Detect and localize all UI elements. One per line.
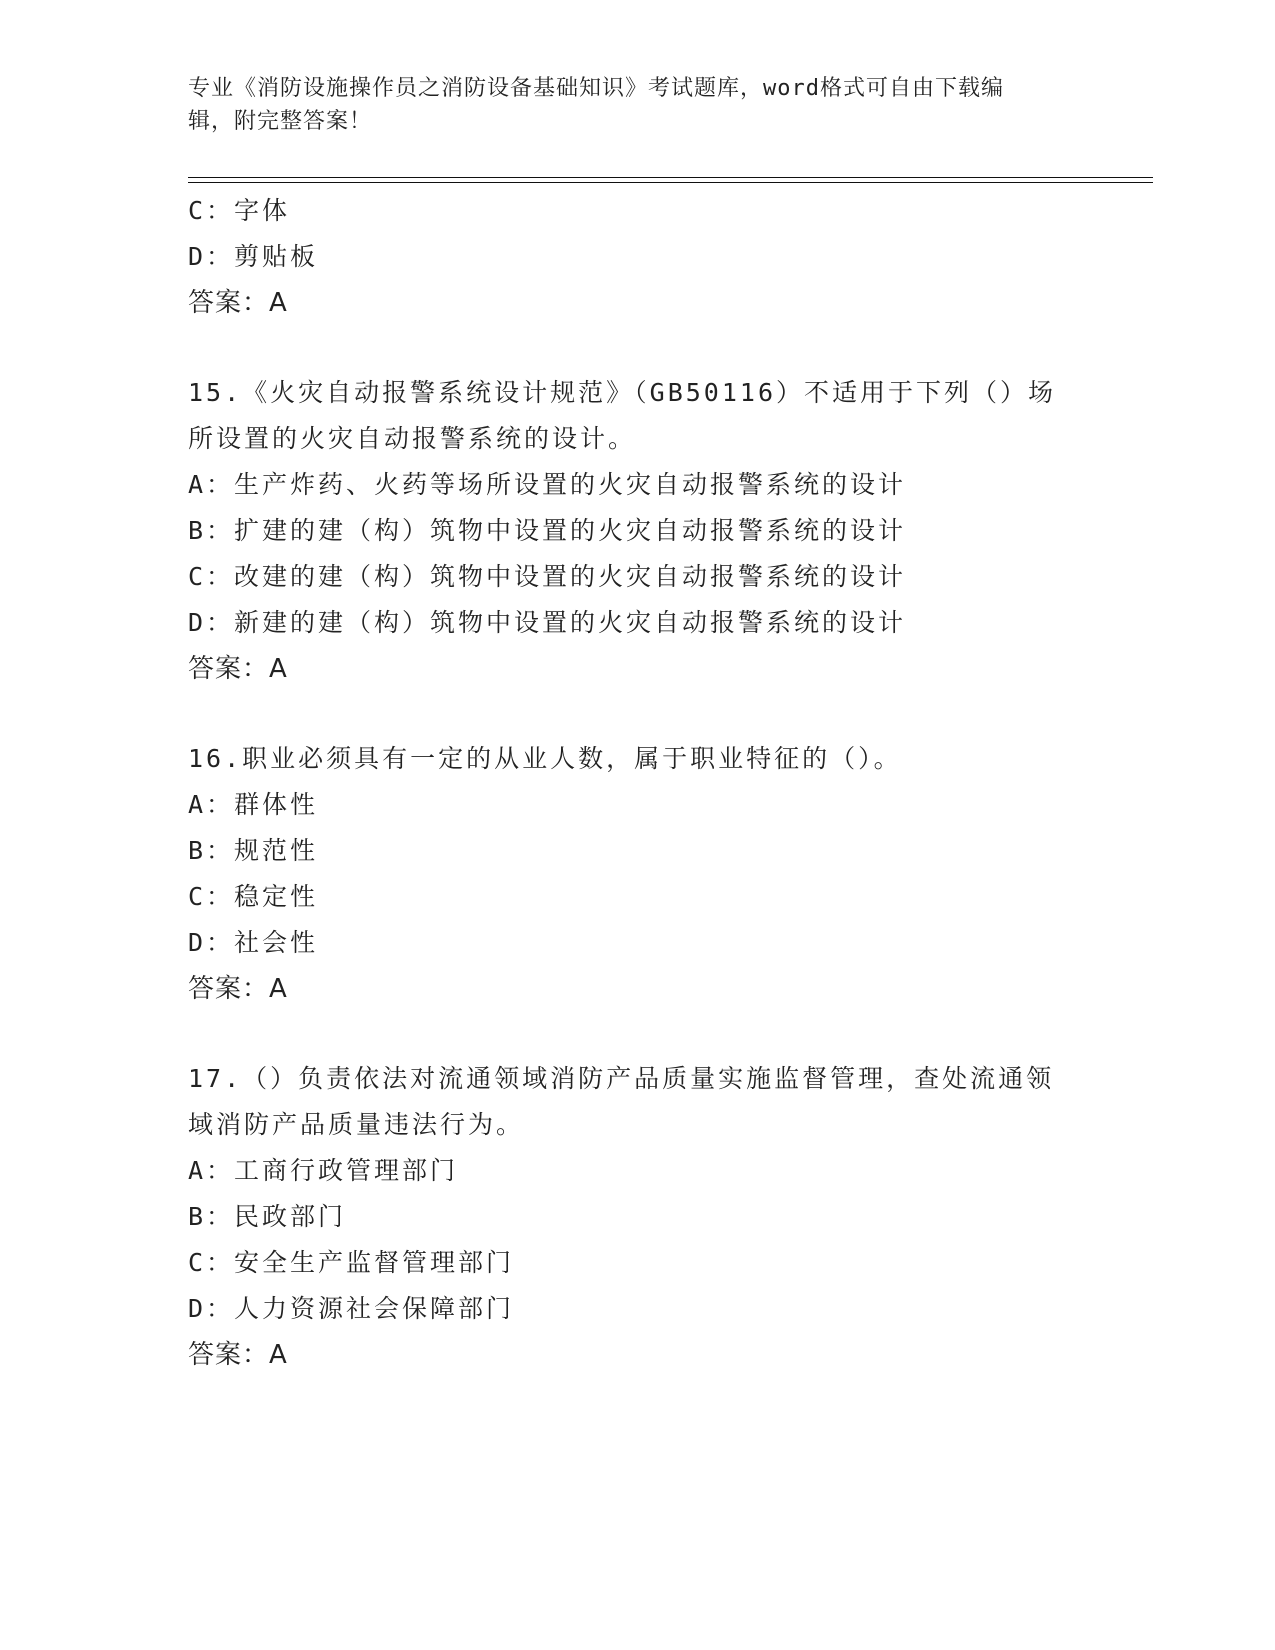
option-d: D：社会性 <box>188 928 319 957</box>
spacer <box>188 326 1088 370</box>
option-c: C：字体 <box>188 196 291 225</box>
option-a: A：群体性 <box>188 790 319 819</box>
question-stem-continued: 所设置的火灾自动报警系统的设计。 <box>188 424 637 453</box>
answer: 答案：A <box>188 654 288 684</box>
question-list <box>188 188 1088 1378</box>
header-line-2: 辑，附完整答案！ <box>188 109 373 134</box>
option-d: D：新建的建（构）筑物中设置的火灾自动报警系统的设计 <box>188 608 907 637</box>
header-line-1: 专业《消防设施操作员之消防设备基础知识》考试题库，word格式可自由下载编 <box>188 76 1004 101</box>
option-b: B：规范性 <box>188 836 319 865</box>
option-c: C：安全生产监督管理部门 <box>188 1248 515 1277</box>
option-c: C：改建的建（构）筑物中设置的火灾自动报警系统的设计 <box>188 562 907 591</box>
option-a: A：工商行政管理部门 <box>188 1156 459 1185</box>
option-c: C：稳定性 <box>188 882 319 911</box>
question-stem: 16.职业必须具有一定的从业人数，属于职业特征的（）。 <box>188 744 902 773</box>
option-b: B：民政部门 <box>188 1202 347 1231</box>
option-a: A：生产炸药、火药等场所设置的火灾自动报警系统的设计 <box>188 470 907 499</box>
option-d: D：人力资源社会保障部门 <box>188 1294 515 1323</box>
answer: 答案：A <box>188 288 288 318</box>
question-stem: 17.（）负责依法对流通领域消防产品质量实施监督管理，查处流通领 <box>188 1064 1055 1093</box>
question-17 <box>188 1056 1088 1378</box>
page-header <box>188 72 1078 138</box>
spacer <box>188 1012 1088 1056</box>
option-d: D：剪贴板 <box>188 242 319 271</box>
answer: 答案：A <box>188 974 288 1004</box>
spacer <box>188 692 1088 736</box>
header-divider-top <box>188 177 1153 178</box>
question-stem-continued: 域消防产品质量违法行为。 <box>188 1110 525 1139</box>
question-14 <box>188 188 1088 326</box>
question-16 <box>188 736 1088 1012</box>
question-15 <box>188 370 1088 692</box>
header-divider-bottom <box>188 182 1153 183</box>
option-b: B：扩建的建（构）筑物中设置的火灾自动报警系统的设计 <box>188 516 907 545</box>
answer: 答案：A <box>188 1340 288 1370</box>
question-stem: 15.《火灾自动报警系统设计规范》（GB50116）不适用于下列（）场 <box>188 378 1057 407</box>
